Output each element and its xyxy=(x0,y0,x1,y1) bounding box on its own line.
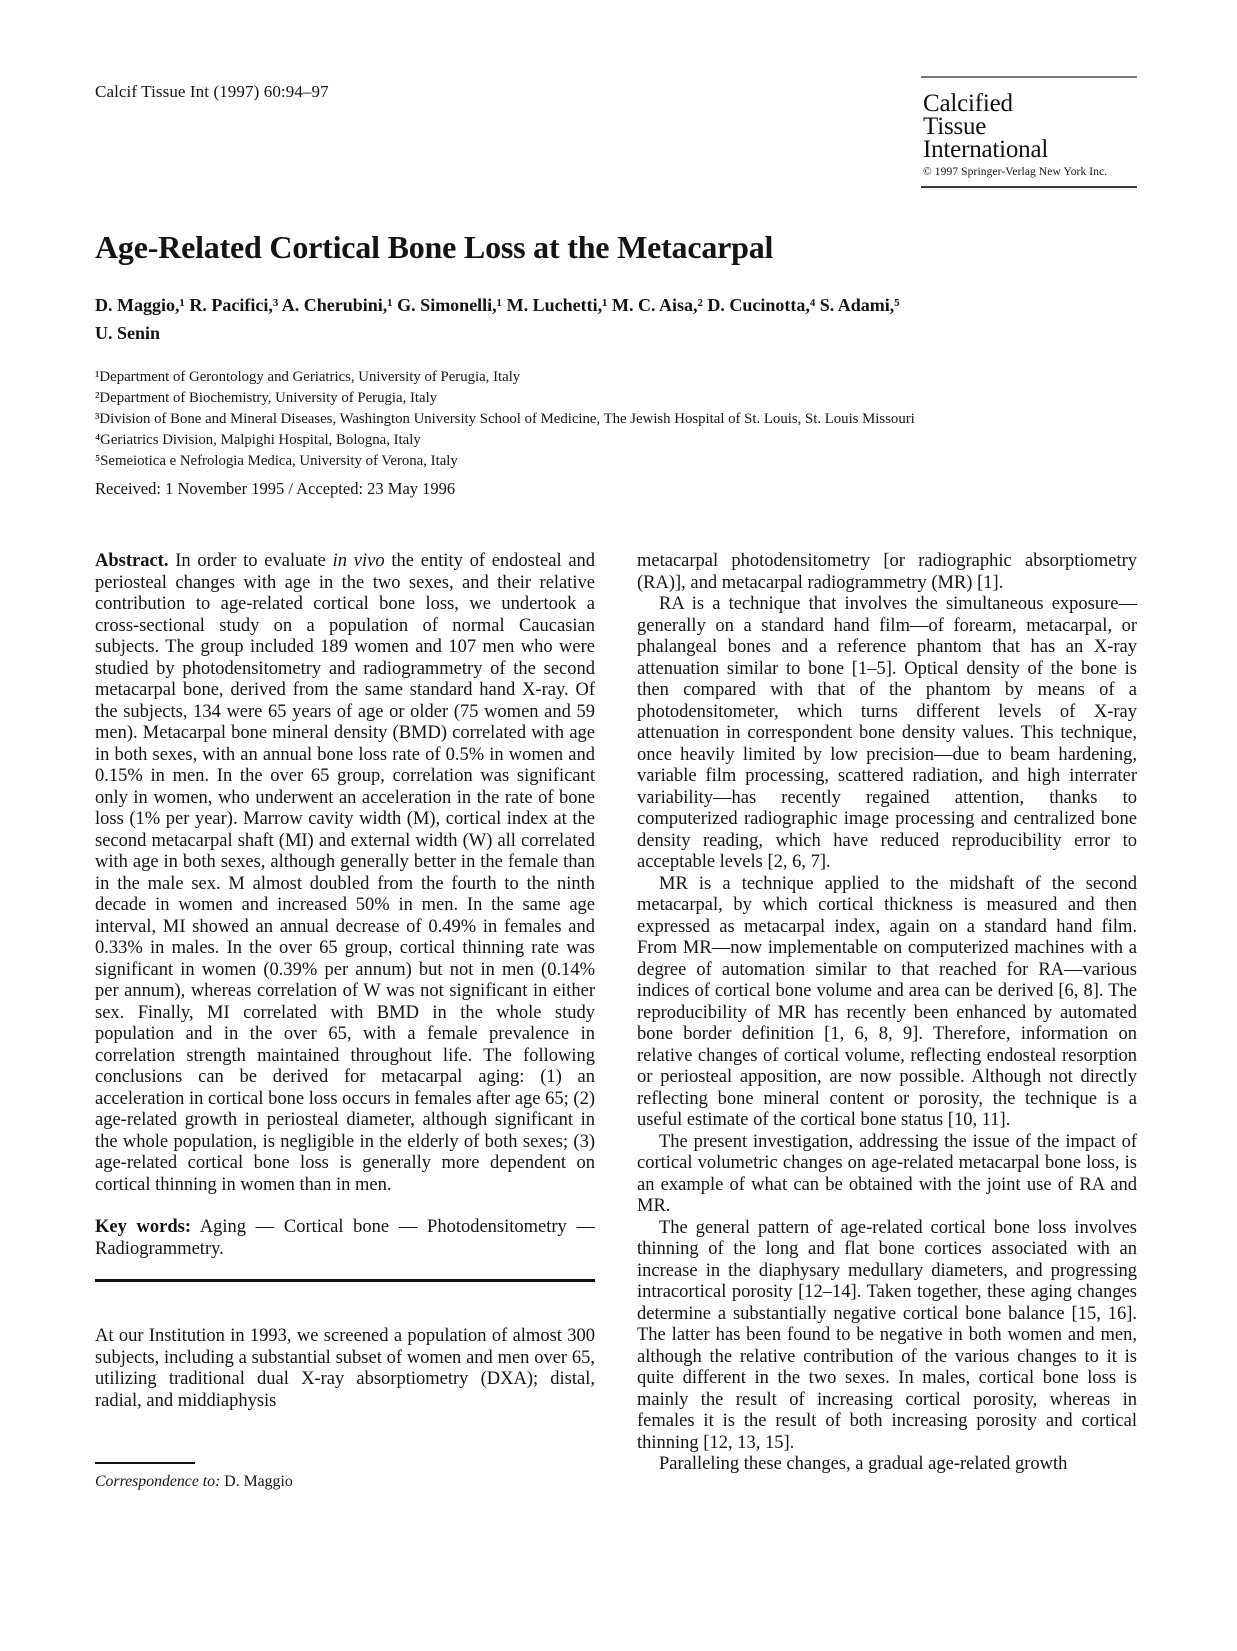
body-paragraph: The present investigation, addressing the issue of the impact of cortical volumetric changes on age-related metacarpal bone loss, is an example of what can be obtained with the joint use of RA and MR. xyxy=(637,1131,1137,1216)
body-paragraph: The general pattern of age-related cortical bone loss involves thinning of the long and flat bone cortices associated with an increase in the diaphysary medullary diameters, and progressing intracortical porosity [12–14]. Taken together, these aging changes determine a substantially negative cortical bone balance [15, 16]. The latter has been found to be negative in both women and men, although the relative contribution of the various changes to it is quite different in the two sexes. In males, cortical bone loss is mainly the result of increasing cortical porosity, whereas in females it is the result of both increasing porosity and cortical thinning [12, 13, 15]. xyxy=(637,1217,1137,1453)
affiliation-line: ⁵Semeiotica e Nefrologia Medica, University of Verona, Italy xyxy=(95,453,458,469)
affiliation-line: ¹Department of Gerontology and Geriatrics, University of Perugia, Italy xyxy=(95,369,521,385)
author-line: D. Maggio,¹ R. Pacifici,³ A. Cherubini,¹ G. Simonelli,¹ M. Luchetti,¹ M. C. Aisa,² D. Cucinotta,⁴ S. Adami,⁵ xyxy=(95,295,900,315)
journal-logo xyxy=(921,76,1137,188)
two-column-body xyxy=(95,551,1137,1491)
body-paragraph: Paralleling these changes, a gradual age-related growth xyxy=(659,1454,1068,1474)
journal-name-line: Calcified xyxy=(923,90,1013,117)
right-column xyxy=(637,551,1137,1491)
paper-title: Age-Related Cortical Bone Loss at the Metacarpal xyxy=(95,229,774,265)
affiliation-line: ²Department of Biochemistry, University of Perugia, Italy xyxy=(95,390,438,406)
keywords-text: Aging — Cortical bone — Photodensitometry — Radiogrammetry. xyxy=(95,1217,595,1259)
abstract-text: In order to evaluate xyxy=(175,551,326,571)
section-divider-rule xyxy=(95,1279,595,1282)
journal-citation: Calcif Tissue Int (1997) 60:94–97 xyxy=(95,82,329,101)
journal-name-line: International xyxy=(923,136,1049,163)
journal-copyright: © 1997 Springer-Verlag New York Inc. xyxy=(923,166,1108,178)
footnote-rule xyxy=(95,1462,195,1464)
author-list xyxy=(95,291,1137,347)
abstract-text: the entity of endosteal and periosteal changes with age in the two sexes, and their relative contribution to age-related cortical bone loss, we undertook a cross-sectional study on a population of normal Caucasian subjects. The group included 189 women and 107 men who were studied by photodensitometry and radiogrammetry of the second metacarpal bone, derived from the same standard hand X-ray. Of the subjects, 134 were 65 years of age or older (75 women and 59 men). Metacarpal bone mineral density (BMD) correlated with age in both sexes, with an annual bone loss rate of 0.5% in women and 0.15% in men. In the over 65 group, correlation was significant only in women, who underwent an acceleration in the rate of bone loss (1% per year). Marrow cavity width (M), cortical index at the second metacarpal shaft (MI) and external width (W) all correlated with age in both sexes, although generally better in the female than in the male sex. M almost doubled from the fourth to the ninth decade in women and increased 50% in men. In the same age interval, MI showed an annual decrease of 0.49% in females and 0.33% in males. In the over 65 group, cortical thinning rate was significant in women (0.39% per annum) but not in men (0.14% per annum), whereas correlation of W was not significant in either sex. Finally, MI correlated with BMD in the whole study population and in the over 65, with a female prevalence in correlation strength maintained throughout life. The following conclusions can be derived for metacarpal aging: (1) an acceleration in cortical bone loss occurs in females after age 65; (2) age-related growth in periosteal diameter, although significant in the whole population, is negligible in the elderly of both sexes; (3) age-related cortical bone loss is generally more dependent on cortical thinning in women than in men. xyxy=(95,551,596,1195)
correspondence-name: D. Maggio xyxy=(224,1473,293,1490)
affiliation-list xyxy=(95,367,1137,472)
received-accepted-line: Received: 1 November 1995 / Accepted: 23 May 1996 xyxy=(95,479,456,498)
keywords-paragraph xyxy=(95,1217,595,1260)
body-paragraph: RA is a technique that involves the simultaneous exposure—generally on a standard hand film—of forearm, metacarpal, or phalangeal bones and a reference phantom that has an X-ray attenuation similar to bone [1–5]. Optical density of the bone is then compared with that of the phantom by means of a photodensitometer, which turns different levels of X-ray attenuation in correspondent bone density values. This technique, once heavily limited by low precision—due to beam hardening, variable film processing, scattered radiation, and high interrater variability—has recently regained attention, thanks to computerized radiographic image processing and centralized bone density reading, which have reduced reproducibility error to acceptable levels [2, 6, 7]. xyxy=(637,594,1137,872)
page-header xyxy=(95,0,1137,188)
affiliation-line: ³Division of Bone and Mineral Diseases, Washington University School of Medicine, The Jewish Hospital of St. Louis, St. Louis Missouri xyxy=(95,411,915,427)
journal-name-line: Tissue xyxy=(923,113,987,140)
body-paragraph: metacarpal photodensitometry [or radiographic absorptiometry (RA)], and metacarpal radiogrammetry (MR) [1]. xyxy=(637,551,1137,593)
abstract-paragraph xyxy=(95,551,595,1196)
body-paragraph: MR is a technique applied to the midshaft of the second metacarpal, by which cortical thickness is measured and then expressed as metacarpal index, again on a standard hand film. From MR—now implementable on computerized machines with a degree of automation similar to that reached for RA—various indices of cortical bone volume and area can be derived [6, 8]. The reproducibility of MR has recently been enhanced by automated bone border definition [1, 6, 8, 9]. Therefore, information on relative changes of cortical volume, reflecting endosteal resorption or periosteal apposition, are now possible. Although not directly reflecting bone mineral content or porosity, the technique is a useful estimate of the cortical bone status [10, 11]. xyxy=(637,873,1137,1130)
correspondence-footnote xyxy=(95,1462,595,1491)
left-column xyxy=(95,551,595,1491)
intro-paragraph: At our Institution in 1993, we screened a population of almost 300 subjects, including a substantial subset of women and men over 65, utilizing traditional dual X-ray absorptiometry (DXA); distal, radial, and middiaphysis xyxy=(95,1326,595,1411)
correspondence-line xyxy=(95,1473,595,1491)
abstract-italic-term: in vivo xyxy=(332,551,385,571)
author-line: U. Senin xyxy=(95,323,161,343)
correspondence-label: Correspondence to: xyxy=(95,1473,221,1490)
affiliation-line: ⁴Geriatrics Division, Malpighi Hospital, Bologna, Italy xyxy=(95,432,421,448)
keywords-heading: Key words: xyxy=(95,1217,192,1237)
journal-name xyxy=(923,92,1137,161)
abstract-heading: Abstract. xyxy=(95,551,169,571)
